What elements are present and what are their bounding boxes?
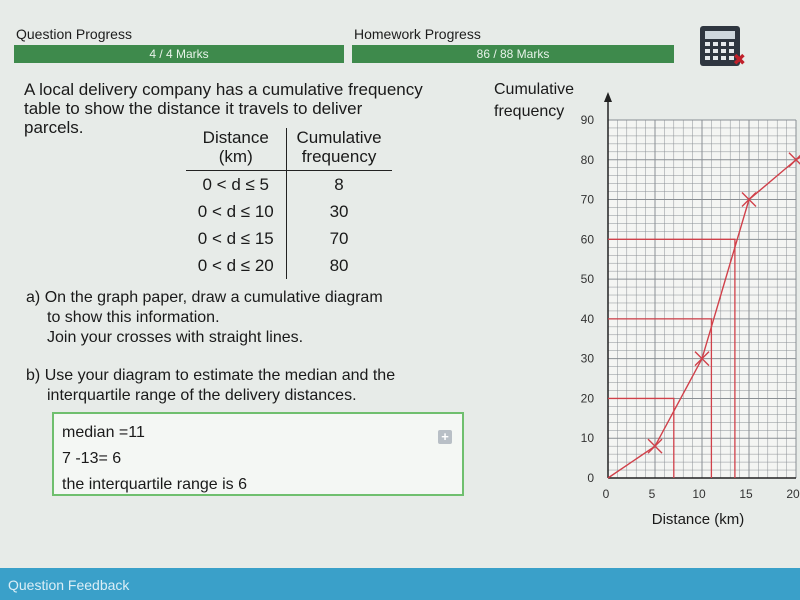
calculator-not-allowed-icon[interactable]: ✖ <box>700 26 740 66</box>
table-header-frequency: Cumulative frequency <box>296 128 382 166</box>
y-tick-label: 20 <box>580 391 594 406</box>
y-tick-label: 50 <box>580 272 594 287</box>
table-cell-frequency: 30 <box>329 201 349 221</box>
y-tick-label: 0 <box>587 471 594 485</box>
question-feedback-bar[interactable]: Question Feedback <box>0 568 800 600</box>
answer-line: median =11 <box>62 424 145 441</box>
table-cell-frequency: 8 <box>334 174 344 194</box>
table-row <box>186 198 392 225</box>
table-cell-distance: 0 < d ≤ 20 <box>186 252 286 279</box>
x-tick-label: 20 <box>786 487 800 501</box>
part-a-line: Join your crosses with straight lines. <box>47 329 304 346</box>
table-row <box>186 252 392 279</box>
y-tick-label: 80 <box>580 152 594 167</box>
expand-icon[interactable]: + <box>438 430 452 444</box>
question-progress-bar: 4 / 4 Marks <box>14 45 344 63</box>
answer-input[interactable] <box>52 412 464 496</box>
table-cell-frequency: 70 <box>329 228 349 248</box>
part-a-line: On the graph paper, draw a cumulative diagram <box>44 289 383 306</box>
table-row <box>186 171 392 198</box>
homework-progress <box>352 26 674 63</box>
part-b-label: b) <box>26 367 41 384</box>
part-a-line: to show this information. <box>47 309 220 326</box>
homework-progress-title: Homework Progress <box>354 26 481 42</box>
x-tick-label: 0 <box>602 487 610 501</box>
part-a <box>26 288 466 348</box>
y-tick-label: 10 <box>580 431 594 446</box>
table-row <box>186 225 392 252</box>
table-cell-distance: 0 < d ≤ 15 <box>186 225 286 252</box>
part-b <box>26 366 476 406</box>
answer-line: 7 -13= 6 <box>62 450 122 467</box>
answer-line: the interquartile range is 6 <box>62 476 247 493</box>
x-axis-label: Distance (km) <box>651 511 745 528</box>
cumulative-frequency-graph[interactable] <box>480 76 800 536</box>
part-b-line: interquartile range of the delivery distances. <box>47 387 357 404</box>
table-header-distance: Distance (km) <box>186 128 286 171</box>
x-tick-label: 15 <box>739 487 753 501</box>
table-cell-distance: 0 < d ≤ 10 <box>186 198 286 225</box>
y-tick-label: 40 <box>580 311 594 326</box>
y-axis-label: Cumulative frequency <box>494 81 575 120</box>
question-progress-title: Question Progress <box>16 26 132 42</box>
homework-progress-bar: 86 / 88 Marks <box>352 45 674 63</box>
part-a-label: a) <box>26 289 41 306</box>
x-tick-label: 10 <box>692 487 706 501</box>
table-cell-frequency: 80 <box>329 255 349 275</box>
y-tick-label: 90 <box>580 113 594 127</box>
question-intro: A local delivery company has a cumulative frequency table to show the distance it travels to deliver parcels. <box>24 80 423 137</box>
y-tick-label: 70 <box>580 192 594 207</box>
x-tick-label: 5 <box>648 487 656 501</box>
part-b-line: Use your diagram to estimate the median and the <box>44 367 396 384</box>
frequency-table <box>186 128 392 279</box>
table-cell-distance: 0 < d ≤ 5 <box>186 171 286 198</box>
y-tick-label: 60 <box>580 232 594 247</box>
question-progress <box>14 26 344 63</box>
y-tick-label: 30 <box>580 351 594 366</box>
y-axis-arrow <box>604 92 612 102</box>
